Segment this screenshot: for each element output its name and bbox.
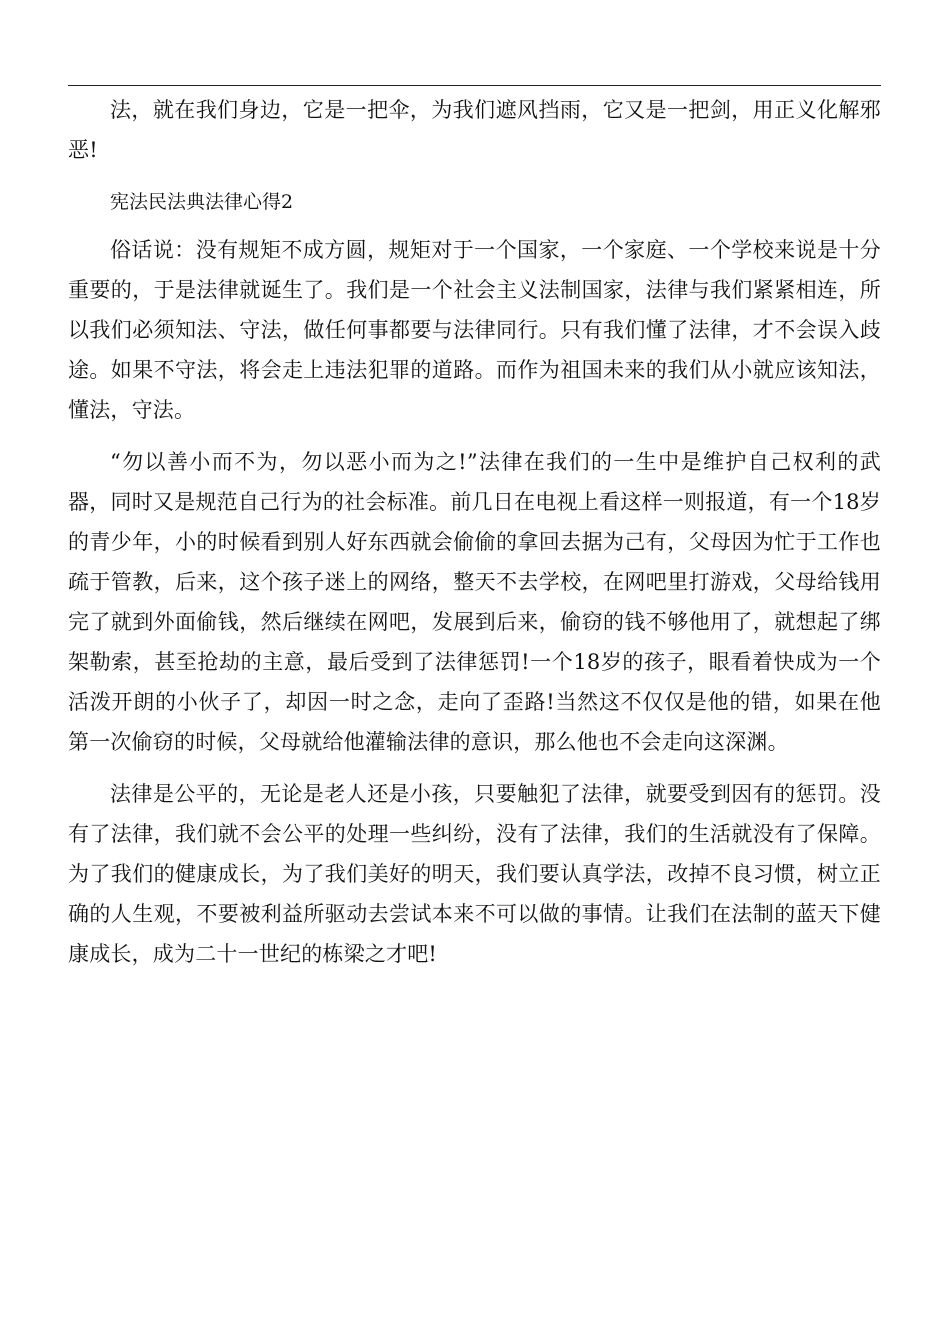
paragraph-story: “勿以善小而不为，勿以恶小而为之!”法律在我们的一生中是维护自己权利的武器，同时又是规范自己行为的社会标准。前几日在电视上看这样一则报道，有一个18岁的青少年，小的时候看到别人好东西就会偷偷的拿回去据为己有，父母因为忙于工作也疏于管教，后来，这个孩子迷上的网络，整天不去学校，在网吧里打游戏，父母给钱用完了就到外面偷钱，然后继续在网吧，发展到后来，偷窃的钱不够他用了，就想起了绑架勒索，甚至抢劫的主意，最后受到了法律惩罚!一个18岁的孩子，眼看着快成为一个活泼开朗的小伙子了，却因一时之念，走向了歪路!当然这不仅仅是他的错，如果在他第一次偷窃的时候，父母就给他灌输法律的意识，那么他也不会走向这深渊。 (68, 450, 881, 754)
paragraph-intro: 法，就在我们身边，它是一把伞，为我们遮风挡雨，它又是一把剑，用正义化解邪恶! (68, 98, 881, 162)
section-heading: 宪法民法典法律心得2 (110, 191, 294, 213)
header-rule (68, 85, 881, 86)
paragraph-fairness: 法律是公平的，无论是老人还是小孩，只要触犯了法律，就要受到因有的惩罚。没有了法律，我们就不会公平的处理一些纠纷，没有了法律，我们的生活就没有了保障。为了我们的健康成长，为了我们美好的明天，我们要认真学法，改掉不良习惯，树立正确的人生观，不要被利益所驱动去尝试本来不可以做的事情。让我们在法制的蓝天下健康成长，成为二十一世纪的栋梁之才吧! (68, 782, 881, 966)
paragraph-rules: 俗话说：没有规矩不成方圆，规矩对于一个国家，一个家庭、一个学校来说是十分重要的，于是法律就诞生了。我们是一个社会主义法制国家，法律与我们紧紧相连，所以我们必须知法、守法，做任何事都要与法律同行。只有我们懂了法律，才不会误入歧途。如果不守法，将会走上违法犯罪的道路。而作为祖国未来的我们从小就应该知法，懂法，守法。 (68, 238, 881, 422)
document-body (68, 90, 881, 974)
